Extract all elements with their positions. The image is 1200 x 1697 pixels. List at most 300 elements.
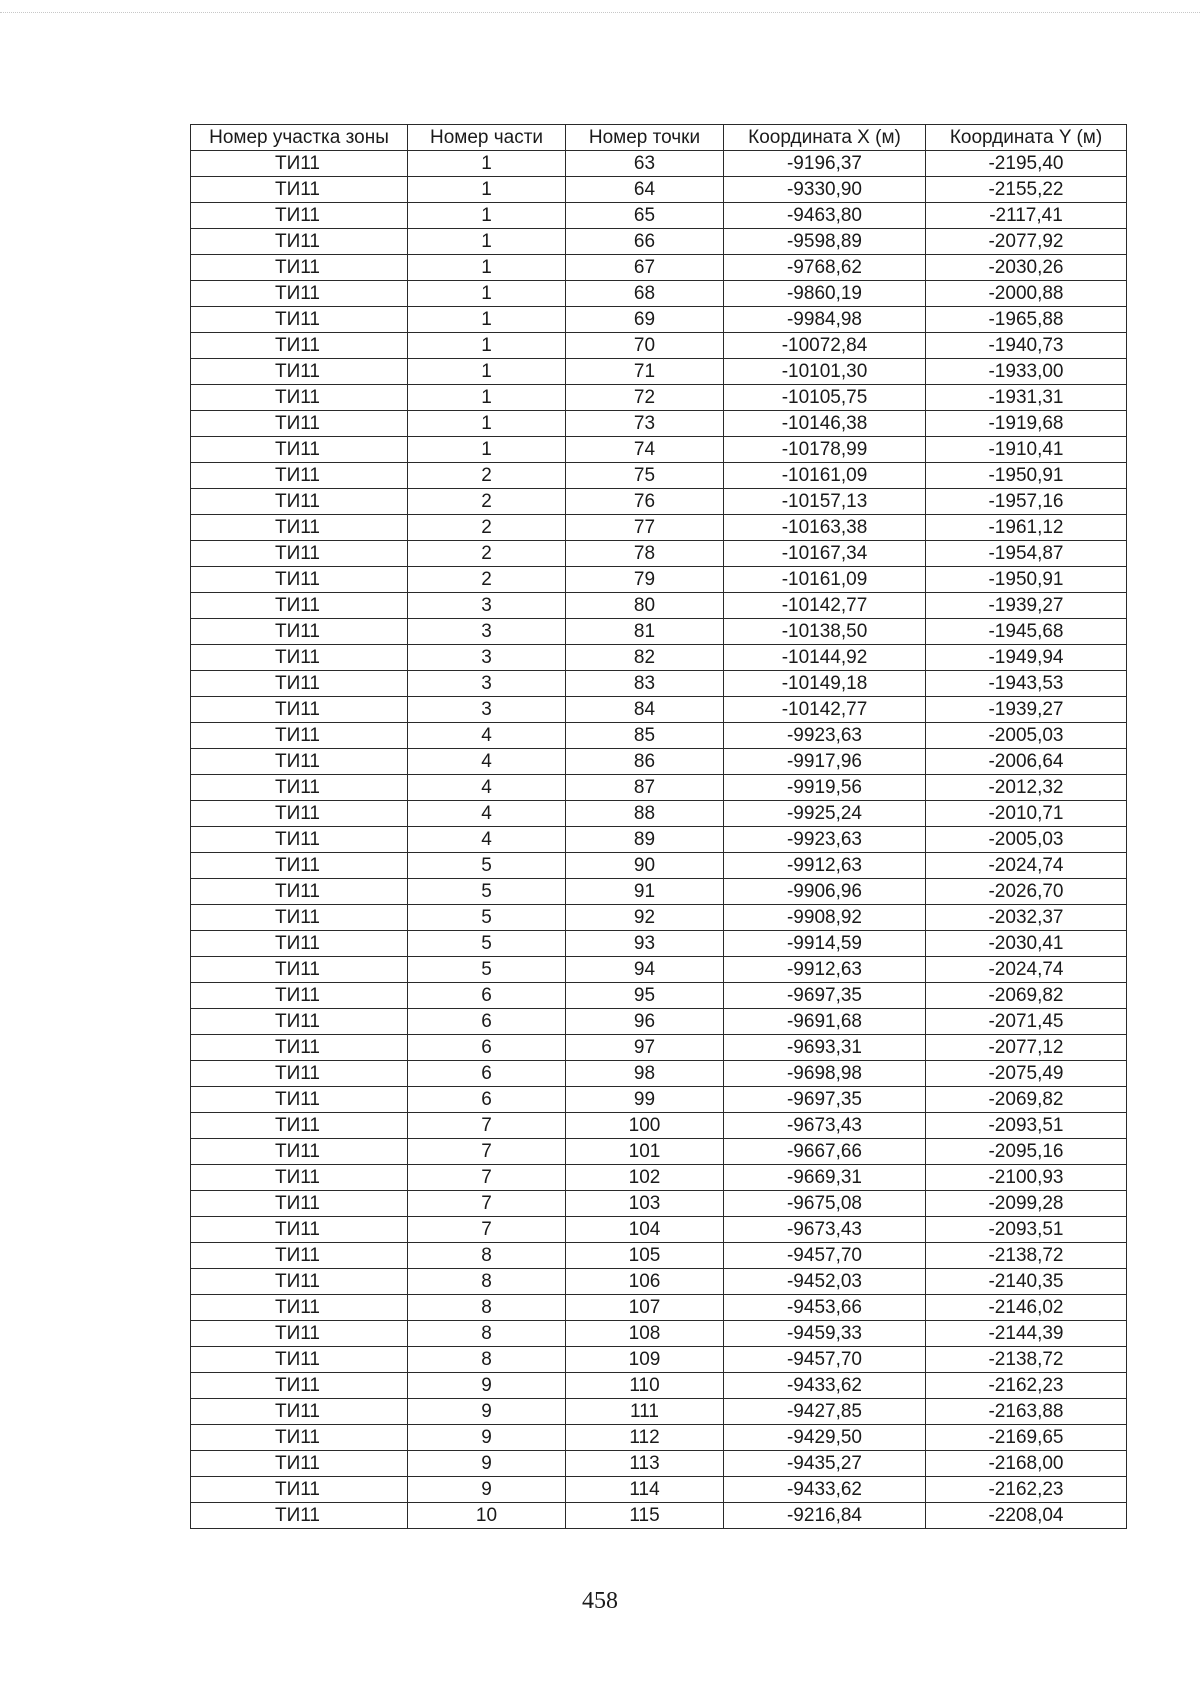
table-row bbox=[191, 229, 1127, 255]
cell-point-number: 103 bbox=[566, 1191, 724, 1217]
cell-point-number: 101 bbox=[566, 1139, 724, 1165]
cell-part-number: 1 bbox=[408, 411, 566, 437]
cell-coord-y: -2138,72 bbox=[926, 1347, 1127, 1373]
page-number: 458 bbox=[582, 1588, 618, 1614]
cell-coord-x: -9673,43 bbox=[724, 1113, 926, 1139]
cell-zone-section: ТИ11 bbox=[191, 437, 408, 463]
cell-coord-x: -10142,77 bbox=[724, 697, 926, 723]
cell-coord-x: -10163,38 bbox=[724, 515, 926, 541]
table-header bbox=[191, 125, 1127, 151]
cell-coord-x: -9906,96 bbox=[724, 879, 926, 905]
cell-part-number: 9 bbox=[408, 1477, 566, 1503]
cell-part-number: 4 bbox=[408, 723, 566, 749]
cell-point-number: 73 bbox=[566, 411, 724, 437]
table-row bbox=[191, 1347, 1127, 1373]
cell-point-number: 66 bbox=[566, 229, 724, 255]
cell-part-number: 1 bbox=[408, 281, 566, 307]
cell-coord-y: -1954,87 bbox=[926, 541, 1127, 567]
cell-point-number: 79 bbox=[566, 567, 724, 593]
table-row bbox=[191, 1451, 1127, 1477]
cell-coord-x: -9984,98 bbox=[724, 307, 926, 333]
table-row bbox=[191, 775, 1127, 801]
cell-coord-x: -10105,75 bbox=[724, 385, 926, 411]
cell-coord-y: -2024,74 bbox=[926, 957, 1127, 983]
cell-point-number: 72 bbox=[566, 385, 724, 411]
cell-zone-section: ТИ11 bbox=[191, 1347, 408, 1373]
cell-part-number: 1 bbox=[408, 229, 566, 255]
cell-coord-x: -9923,63 bbox=[724, 827, 926, 853]
table-row bbox=[191, 645, 1127, 671]
cell-coord-y: -2100,93 bbox=[926, 1165, 1127, 1191]
cell-coord-y: -2005,03 bbox=[926, 723, 1127, 749]
header-point-number: Номер точки bbox=[566, 125, 724, 151]
cell-zone-section: ТИ11 bbox=[191, 229, 408, 255]
cell-coord-y: -2140,35 bbox=[926, 1269, 1127, 1295]
cell-point-number: 80 bbox=[566, 593, 724, 619]
cell-point-number: 114 bbox=[566, 1477, 724, 1503]
cell-part-number: 5 bbox=[408, 931, 566, 957]
cell-part-number: 7 bbox=[408, 1165, 566, 1191]
cell-coord-y: -2208,04 bbox=[926, 1503, 1127, 1529]
cell-part-number: 1 bbox=[408, 255, 566, 281]
cell-point-number: 107 bbox=[566, 1295, 724, 1321]
cell-point-number: 65 bbox=[566, 203, 724, 229]
cell-part-number: 1 bbox=[408, 307, 566, 333]
cell-part-number: 1 bbox=[408, 151, 566, 177]
cell-zone-section: ТИ11 bbox=[191, 801, 408, 827]
cell-part-number: 5 bbox=[408, 905, 566, 931]
table-row bbox=[191, 1191, 1127, 1217]
cell-coord-y: -2069,82 bbox=[926, 983, 1127, 1009]
cell-zone-section: ТИ11 bbox=[191, 1061, 408, 1087]
cell-point-number: 88 bbox=[566, 801, 724, 827]
cell-coord-y: -1950,91 bbox=[926, 463, 1127, 489]
cell-part-number: 6 bbox=[408, 1061, 566, 1087]
table-row bbox=[191, 203, 1127, 229]
cell-zone-section: ТИ11 bbox=[191, 281, 408, 307]
cell-zone-section: ТИ11 bbox=[191, 697, 408, 723]
cell-coord-x: -10161,09 bbox=[724, 567, 926, 593]
cell-coord-y: -1939,27 bbox=[926, 697, 1127, 723]
cell-part-number: 9 bbox=[408, 1451, 566, 1477]
cell-coord-x: -10144,92 bbox=[724, 645, 926, 671]
coordinates-table bbox=[190, 124, 1127, 1529]
cell-coord-x: -10146,38 bbox=[724, 411, 926, 437]
cell-point-number: 83 bbox=[566, 671, 724, 697]
cell-coord-x: -9697,35 bbox=[724, 983, 926, 1009]
cell-zone-section: ТИ11 bbox=[191, 645, 408, 671]
cell-coord-x: -10149,18 bbox=[724, 671, 926, 697]
table-row bbox=[191, 411, 1127, 437]
cell-zone-section: ТИ11 bbox=[191, 333, 408, 359]
cell-coord-y: -2155,22 bbox=[926, 177, 1127, 203]
cell-coord-y: -2012,32 bbox=[926, 775, 1127, 801]
cell-part-number: 1 bbox=[408, 203, 566, 229]
table-row bbox=[191, 437, 1127, 463]
cell-point-number: 113 bbox=[566, 1451, 724, 1477]
cell-zone-section: ТИ11 bbox=[191, 1373, 408, 1399]
cell-zone-section: ТИ11 bbox=[191, 775, 408, 801]
cell-coord-x: -9697,35 bbox=[724, 1087, 926, 1113]
cell-zone-section: ТИ11 bbox=[191, 1113, 408, 1139]
cell-coord-y: -2162,23 bbox=[926, 1477, 1127, 1503]
table-row bbox=[191, 1113, 1127, 1139]
cell-point-number: 115 bbox=[566, 1503, 724, 1529]
cell-coord-y: -2069,82 bbox=[926, 1087, 1127, 1113]
cell-coord-y: -1919,68 bbox=[926, 411, 1127, 437]
cell-coord-y: -2138,72 bbox=[926, 1243, 1127, 1269]
cell-point-number: 104 bbox=[566, 1217, 724, 1243]
cell-coord-y: -2077,12 bbox=[926, 1035, 1127, 1061]
cell-zone-section: ТИ11 bbox=[191, 255, 408, 281]
cell-point-number: 108 bbox=[566, 1321, 724, 1347]
cell-point-number: 64 bbox=[566, 177, 724, 203]
cell-coord-y: -2162,23 bbox=[926, 1373, 1127, 1399]
table-row bbox=[191, 1035, 1127, 1061]
cell-point-number: 75 bbox=[566, 463, 724, 489]
table-row bbox=[191, 879, 1127, 905]
cell-zone-section: ТИ11 bbox=[191, 151, 408, 177]
cell-point-number: 106 bbox=[566, 1269, 724, 1295]
cell-point-number: 84 bbox=[566, 697, 724, 723]
cell-part-number: 6 bbox=[408, 983, 566, 1009]
table-row bbox=[191, 697, 1127, 723]
cell-coord-x: -9925,24 bbox=[724, 801, 926, 827]
cell-zone-section: ТИ11 bbox=[191, 827, 408, 853]
table-row bbox=[191, 567, 1127, 593]
cell-coord-x: -10142,77 bbox=[724, 593, 926, 619]
cell-coord-x: -9919,56 bbox=[724, 775, 926, 801]
cell-coord-x: -10138,50 bbox=[724, 619, 926, 645]
table-row bbox=[191, 385, 1127, 411]
cell-point-number: 105 bbox=[566, 1243, 724, 1269]
cell-part-number: 6 bbox=[408, 1087, 566, 1113]
table-row bbox=[191, 489, 1127, 515]
cell-coord-x: -9453,66 bbox=[724, 1295, 926, 1321]
cell-coord-y: -1931,31 bbox=[926, 385, 1127, 411]
cell-part-number: 3 bbox=[408, 671, 566, 697]
cell-zone-section: ТИ11 bbox=[191, 515, 408, 541]
cell-point-number: 74 bbox=[566, 437, 724, 463]
cell-zone-section: ТИ11 bbox=[191, 359, 408, 385]
cell-coord-x: -9216,84 bbox=[724, 1503, 926, 1529]
cell-coord-y: -2195,40 bbox=[926, 151, 1127, 177]
cell-part-number: 1 bbox=[408, 385, 566, 411]
cell-coord-x: -9908,92 bbox=[724, 905, 926, 931]
cell-coord-y: -2168,00 bbox=[926, 1451, 1127, 1477]
cell-coord-y: -2032,37 bbox=[926, 905, 1127, 931]
cell-zone-section: ТИ11 bbox=[191, 1503, 408, 1529]
table-row bbox=[191, 1295, 1127, 1321]
cell-point-number: 63 bbox=[566, 151, 724, 177]
cell-coord-y: -1939,27 bbox=[926, 593, 1127, 619]
cell-coord-y: -2095,16 bbox=[926, 1139, 1127, 1165]
table-row bbox=[191, 463, 1127, 489]
cell-coord-x: -9912,63 bbox=[724, 853, 926, 879]
cell-coord-x: -9435,27 bbox=[724, 1451, 926, 1477]
cell-point-number: 93 bbox=[566, 931, 724, 957]
cell-coord-x: -10167,34 bbox=[724, 541, 926, 567]
cell-part-number: 1 bbox=[408, 437, 566, 463]
header-coord-y: Координата Y (м) bbox=[926, 125, 1127, 151]
table-row bbox=[191, 1503, 1127, 1529]
table-row bbox=[191, 801, 1127, 827]
cell-coord-x: -9463,80 bbox=[724, 203, 926, 229]
cell-coord-x: -9196,37 bbox=[724, 151, 926, 177]
cell-zone-section: ТИ11 bbox=[191, 411, 408, 437]
cell-coord-x: -10178,99 bbox=[724, 437, 926, 463]
cell-zone-section: ТИ11 bbox=[191, 905, 408, 931]
cell-coord-x: -9457,70 bbox=[724, 1243, 926, 1269]
cell-coord-y: -2117,41 bbox=[926, 203, 1127, 229]
cell-coord-x: -10101,30 bbox=[724, 359, 926, 385]
cell-zone-section: ТИ11 bbox=[191, 567, 408, 593]
table-row bbox=[191, 333, 1127, 359]
cell-part-number: 7 bbox=[408, 1191, 566, 1217]
table-row bbox=[191, 515, 1127, 541]
cell-zone-section: ТИ11 bbox=[191, 1191, 408, 1217]
table-row bbox=[191, 1477, 1127, 1503]
cell-coord-y: -1945,68 bbox=[926, 619, 1127, 645]
table-row bbox=[191, 1373, 1127, 1399]
table-row bbox=[191, 749, 1127, 775]
cell-coord-y: -2075,49 bbox=[926, 1061, 1127, 1087]
cell-zone-section: ТИ11 bbox=[191, 1399, 408, 1425]
cell-zone-section: ТИ11 bbox=[191, 957, 408, 983]
cell-point-number: 76 bbox=[566, 489, 724, 515]
cell-part-number: 6 bbox=[408, 1035, 566, 1061]
cell-coord-x: -10072,84 bbox=[724, 333, 926, 359]
cell-coord-x: -9330,90 bbox=[724, 177, 926, 203]
cell-point-number: 81 bbox=[566, 619, 724, 645]
cell-coord-y: -2071,45 bbox=[926, 1009, 1127, 1035]
cell-zone-section: ТИ11 bbox=[191, 1035, 408, 1061]
cell-point-number: 112 bbox=[566, 1425, 724, 1451]
cell-zone-section: ТИ11 bbox=[191, 983, 408, 1009]
cell-zone-section: ТИ11 bbox=[191, 671, 408, 697]
cell-zone-section: ТИ11 bbox=[191, 1321, 408, 1347]
cell-part-number: 4 bbox=[408, 827, 566, 853]
cell-part-number: 8 bbox=[408, 1295, 566, 1321]
table-row bbox=[191, 957, 1127, 983]
cell-coord-y: -2093,51 bbox=[926, 1113, 1127, 1139]
cell-point-number: 99 bbox=[566, 1087, 724, 1113]
table-row bbox=[191, 1165, 1127, 1191]
cell-point-number: 97 bbox=[566, 1035, 724, 1061]
cell-coord-x: -9923,63 bbox=[724, 723, 926, 749]
table-row bbox=[191, 1269, 1127, 1295]
cell-coord-y: -1910,41 bbox=[926, 437, 1127, 463]
cell-coord-x: -10157,13 bbox=[724, 489, 926, 515]
cell-zone-section: ТИ11 bbox=[191, 1139, 408, 1165]
table-row bbox=[191, 1399, 1127, 1425]
cell-zone-section: ТИ11 bbox=[191, 1477, 408, 1503]
cell-zone-section: ТИ11 bbox=[191, 463, 408, 489]
cell-part-number: 2 bbox=[408, 515, 566, 541]
table-row bbox=[191, 1425, 1127, 1451]
cell-zone-section: ТИ11 bbox=[191, 853, 408, 879]
cell-point-number: 71 bbox=[566, 359, 724, 385]
cell-zone-section: ТИ11 bbox=[191, 619, 408, 645]
cell-coord-x: -9693,31 bbox=[724, 1035, 926, 1061]
cell-zone-section: ТИ11 bbox=[191, 1425, 408, 1451]
cell-coord-x: -9914,59 bbox=[724, 931, 926, 957]
cell-coord-x: -9452,03 bbox=[724, 1269, 926, 1295]
table-row bbox=[191, 671, 1127, 697]
cell-part-number: 7 bbox=[408, 1217, 566, 1243]
table-row bbox=[191, 177, 1127, 203]
table-row bbox=[191, 723, 1127, 749]
cell-zone-section: ТИ11 bbox=[191, 1009, 408, 1035]
cell-coord-x: -9429,50 bbox=[724, 1425, 926, 1451]
cell-point-number: 100 bbox=[566, 1113, 724, 1139]
cell-coord-y: -1965,88 bbox=[926, 307, 1127, 333]
header-row bbox=[191, 125, 1127, 151]
cell-coord-y: -2005,03 bbox=[926, 827, 1127, 853]
cell-point-number: 94 bbox=[566, 957, 724, 983]
cell-part-number: 5 bbox=[408, 853, 566, 879]
cell-coord-y: -2030,41 bbox=[926, 931, 1127, 957]
table-row bbox=[191, 593, 1127, 619]
cell-point-number: 86 bbox=[566, 749, 724, 775]
cell-coord-x: -9768,62 bbox=[724, 255, 926, 281]
cell-coord-x: -9459,33 bbox=[724, 1321, 926, 1347]
cell-part-number: 3 bbox=[408, 697, 566, 723]
header-part-number: Номер части bbox=[408, 125, 566, 151]
cell-zone-section: ТИ11 bbox=[191, 931, 408, 957]
table-row bbox=[191, 1243, 1127, 1269]
cell-part-number: 9 bbox=[408, 1425, 566, 1451]
cell-part-number: 3 bbox=[408, 619, 566, 645]
cell-part-number: 3 bbox=[408, 645, 566, 671]
table-row bbox=[191, 1009, 1127, 1035]
cell-zone-section: ТИ11 bbox=[191, 1451, 408, 1477]
cell-coord-x: -9433,62 bbox=[724, 1373, 926, 1399]
cell-coord-x: -9427,85 bbox=[724, 1399, 926, 1425]
cell-point-number: 102 bbox=[566, 1165, 724, 1191]
cell-coord-x: -9917,96 bbox=[724, 749, 926, 775]
cell-part-number: 8 bbox=[408, 1269, 566, 1295]
cell-coord-x: -9598,89 bbox=[724, 229, 926, 255]
cell-coord-y: -2024,74 bbox=[926, 853, 1127, 879]
cell-part-number: 5 bbox=[408, 879, 566, 905]
header-zone-section: Номер участка зоны bbox=[191, 125, 408, 151]
table-row bbox=[191, 1061, 1127, 1087]
cell-point-number: 85 bbox=[566, 723, 724, 749]
cell-part-number: 8 bbox=[408, 1243, 566, 1269]
cell-coord-x: -9673,43 bbox=[724, 1217, 926, 1243]
cell-part-number: 2 bbox=[408, 489, 566, 515]
cell-point-number: 92 bbox=[566, 905, 724, 931]
cell-point-number: 96 bbox=[566, 1009, 724, 1035]
table-row bbox=[191, 281, 1127, 307]
cell-part-number: 7 bbox=[408, 1139, 566, 1165]
table-row bbox=[191, 983, 1127, 1009]
cell-point-number: 111 bbox=[566, 1399, 724, 1425]
cell-zone-section: ТИ11 bbox=[191, 593, 408, 619]
cell-point-number: 89 bbox=[566, 827, 724, 853]
cell-coord-y: -2169,65 bbox=[926, 1425, 1127, 1451]
cell-point-number: 67 bbox=[566, 255, 724, 281]
cell-point-number: 91 bbox=[566, 879, 724, 905]
cell-point-number: 109 bbox=[566, 1347, 724, 1373]
cell-coord-y: -2077,92 bbox=[926, 229, 1127, 255]
cell-zone-section: ТИ11 bbox=[191, 749, 408, 775]
cell-coord-y: -1957,16 bbox=[926, 489, 1127, 515]
cell-coord-x: -9912,63 bbox=[724, 957, 926, 983]
cell-part-number: 4 bbox=[408, 749, 566, 775]
cell-coord-y: -1950,91 bbox=[926, 567, 1127, 593]
cell-coord-y: -1933,00 bbox=[926, 359, 1127, 385]
cell-part-number: 10 bbox=[408, 1503, 566, 1529]
cell-zone-section: ТИ11 bbox=[191, 1269, 408, 1295]
cell-coord-y: -2099,28 bbox=[926, 1191, 1127, 1217]
cell-part-number: 4 bbox=[408, 801, 566, 827]
cell-coord-y: -1940,73 bbox=[926, 333, 1127, 359]
cell-coord-x: -9698,98 bbox=[724, 1061, 926, 1087]
table-row bbox=[191, 151, 1127, 177]
cell-part-number: 3 bbox=[408, 593, 566, 619]
cell-point-number: 95 bbox=[566, 983, 724, 1009]
scan-top-rule bbox=[0, 12, 1200, 13]
cell-point-number: 69 bbox=[566, 307, 724, 333]
cell-zone-section: ТИ11 bbox=[191, 203, 408, 229]
cell-zone-section: ТИ11 bbox=[191, 307, 408, 333]
cell-point-number: 78 bbox=[566, 541, 724, 567]
cell-part-number: 6 bbox=[408, 1009, 566, 1035]
cell-part-number: 9 bbox=[408, 1373, 566, 1399]
cell-coord-x: -9675,08 bbox=[724, 1191, 926, 1217]
cell-point-number: 87 bbox=[566, 775, 724, 801]
cell-zone-section: ТИ11 bbox=[191, 489, 408, 515]
cell-zone-section: ТИ11 bbox=[191, 385, 408, 411]
cell-coord-x: -9433,62 bbox=[724, 1477, 926, 1503]
table-body bbox=[191, 151, 1127, 1529]
cell-part-number: 8 bbox=[408, 1321, 566, 1347]
cell-part-number: 1 bbox=[408, 333, 566, 359]
cell-point-number: 90 bbox=[566, 853, 724, 879]
table-row bbox=[191, 853, 1127, 879]
cell-zone-section: ТИ11 bbox=[191, 1243, 408, 1269]
cell-point-number: 110 bbox=[566, 1373, 724, 1399]
cell-zone-section: ТИ11 bbox=[191, 1165, 408, 1191]
cell-part-number: 9 bbox=[408, 1399, 566, 1425]
cell-coord-x: -9457,70 bbox=[724, 1347, 926, 1373]
cell-coord-y: -2163,88 bbox=[926, 1399, 1127, 1425]
cell-part-number: 2 bbox=[408, 567, 566, 593]
table-row bbox=[191, 827, 1127, 853]
cell-coord-y: -2030,26 bbox=[926, 255, 1127, 281]
cell-coord-y: -1943,53 bbox=[926, 671, 1127, 697]
cell-point-number: 98 bbox=[566, 1061, 724, 1087]
table-row bbox=[191, 931, 1127, 957]
table-row bbox=[191, 541, 1127, 567]
cell-coord-y: -2000,88 bbox=[926, 281, 1127, 307]
cell-coord-y: -2093,51 bbox=[926, 1217, 1127, 1243]
cell-point-number: 82 bbox=[566, 645, 724, 671]
cell-coord-x: -9691,68 bbox=[724, 1009, 926, 1035]
table-row bbox=[191, 359, 1127, 385]
table-row bbox=[191, 1139, 1127, 1165]
cell-part-number: 2 bbox=[408, 541, 566, 567]
cell-zone-section: ТИ11 bbox=[191, 879, 408, 905]
cell-zone-section: ТИ11 bbox=[191, 1295, 408, 1321]
cell-point-number: 77 bbox=[566, 515, 724, 541]
cell-point-number: 70 bbox=[566, 333, 724, 359]
cell-zone-section: ТИ11 bbox=[191, 723, 408, 749]
table-row bbox=[191, 1087, 1127, 1113]
cell-coord-y: -1949,94 bbox=[926, 645, 1127, 671]
